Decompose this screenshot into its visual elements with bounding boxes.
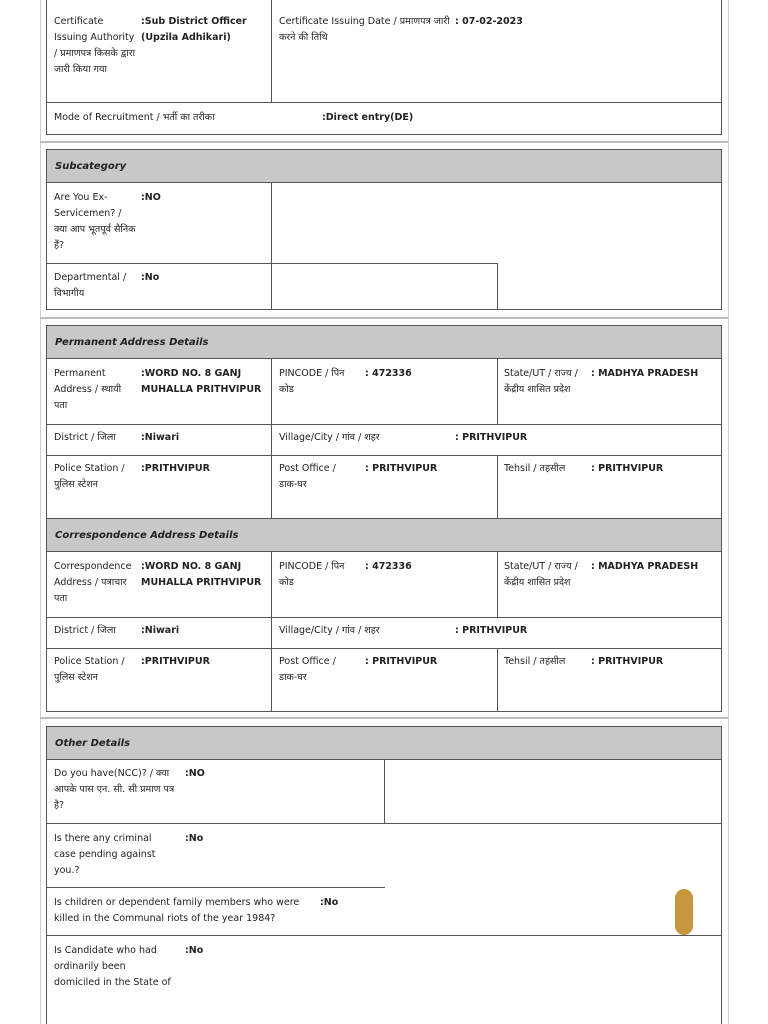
perm-pincode-value: : 472336 <box>365 368 412 379</box>
corr-post-label: Post Office / डाक-घर <box>279 656 336 683</box>
cert-date-value: : 07-02-2023 <box>455 16 523 27</box>
perm-pincode-label: PINCODE / पिन कोड <box>279 368 345 395</box>
section-separator <box>40 141 728 143</box>
ncc-label: Do you have(NCC)? / क्या आपके पास एन. सी. सी प्रमाण पत्र है? <box>54 768 175 811</box>
corr-police-value: :PRITHVIPUR <box>141 656 210 667</box>
ex-service-label: Are You Ex-Servicemen? / क्या आप भूतपूर्व सैनिक हैं? <box>54 192 136 251</box>
cert-authority-label: Certificate Issuing Authority / प्रमाणपत्र किसके द्वारा जारी किया गया <box>54 16 136 75</box>
corr-village-value: : PRITHVIPUR <box>455 625 528 636</box>
correspondence-address-title: Correspondence Address Details <box>55 529 239 541</box>
cert-authority-value: :Sub District Officer (Upzila Adhikari) <box>141 16 247 43</box>
corr-address-value: :WORD NO. 8 GANJ MUHALLA PRITHVIPUR <box>141 561 262 588</box>
departmental-empty-cell <box>271 263 498 310</box>
criminal-label: Is there any criminal case pending against you.? <box>54 833 156 876</box>
page-left-edge <box>40 0 41 1024</box>
corr-state-value: : MADHYA PRADESH <box>591 561 699 572</box>
other-details-title: Other Details <box>55 737 131 749</box>
riots-label: Is children or dependent family members who were killed in the Communal riots of the year 1984? <box>54 897 300 924</box>
perm-district-label: District / जिला <box>54 432 116 443</box>
subcategory-header <box>47 150 721 183</box>
perm-police-value: :PRITHVIPUR <box>141 463 210 474</box>
corr-village-label: Village/City / गांव / शहर <box>279 625 380 636</box>
subcategory-title: Subcategory <box>55 160 127 172</box>
recruitment-value: :Direct entry(DE) <box>322 112 414 123</box>
departmental-value: :No <box>141 272 160 283</box>
permanent-address-header <box>47 326 721 359</box>
criminal-value: :No <box>185 833 204 844</box>
corr-post-value: : PRITHVIPUR <box>365 656 438 667</box>
perm-post-label: Post Office / डाक-घर <box>279 463 336 490</box>
perm-state-label: State/UT / राज्य / केंद्रीय शासित प्रदेश <box>504 368 578 395</box>
cert-date-label: Certificate Issuing Date / प्रमाणपत्र जारी करने की तिथि <box>279 16 450 43</box>
criminal-row-divider <box>47 887 385 888</box>
perm-tehsil-label: Tehsil / तहसील <box>504 463 566 474</box>
perm-district-value: :Niwari <box>141 432 180 443</box>
permanent-address-title: Permanent Address Details <box>55 336 209 348</box>
perm-post-value: : PRITHVIPUR <box>365 463 438 474</box>
riots-row-divider <box>47 935 721 936</box>
ncc-row-divider <box>47 823 721 824</box>
corr-address-label: Correspondence Address / पत्राचार पता <box>54 561 132 604</box>
corr-tehsil-label: Tehsil / तहसील <box>504 656 566 667</box>
perm-address-value: :WORD NO. 8 GANJ MUHALLA PRITHVIPUR <box>141 368 262 395</box>
perm-village-label: Village/City / गांव / शहर <box>279 432 380 443</box>
ex-service-value: :NO <box>141 192 161 203</box>
departmental-label: Departmental / विभागीय <box>54 272 127 299</box>
perm-tehsil-value: : PRITHVIPUR <box>591 463 664 474</box>
riots-value: :No <box>320 897 339 908</box>
perm-police-label: Police Station / पुलिस स्टेशन <box>54 463 125 490</box>
perm-address-label: Permanent Address / स्थायी पता <box>54 368 122 411</box>
section-separator <box>40 317 728 319</box>
ncc-value: :NO <box>185 768 205 779</box>
domicile-label: Is Candidate who had ordinarily been domiciled in the State of <box>54 945 171 988</box>
corr-police-label: Police Station / पुलिस स्टेशन <box>54 656 125 683</box>
scrollbar-thumb[interactable] <box>675 889 693 935</box>
corr-state-label: State/UT / राज्य / केंद्रीय शासित प्रदेश <box>504 561 578 588</box>
corr-pincode-label: PINCODE / पिन कोड <box>279 561 345 588</box>
corr-district-label: District / जिला <box>54 625 116 636</box>
section-separator <box>40 717 728 719</box>
correspondence-address-header <box>47 518 721 552</box>
corr-pincode-value: : 472336 <box>365 561 412 572</box>
page-right-edge <box>728 0 729 1024</box>
corr-tehsil-value: : PRITHVIPUR <box>591 656 664 667</box>
corr-district-value: :Niwari <box>141 625 180 636</box>
recruitment-label: Mode of Recruitment / भर्ती का तरीका <box>54 112 215 123</box>
other-details-header <box>47 727 721 760</box>
perm-state-value: : MADHYA PRADESH <box>591 368 699 379</box>
domicile-value: :No <box>185 945 204 956</box>
perm-village-value: : PRITHVIPUR <box>455 432 528 443</box>
